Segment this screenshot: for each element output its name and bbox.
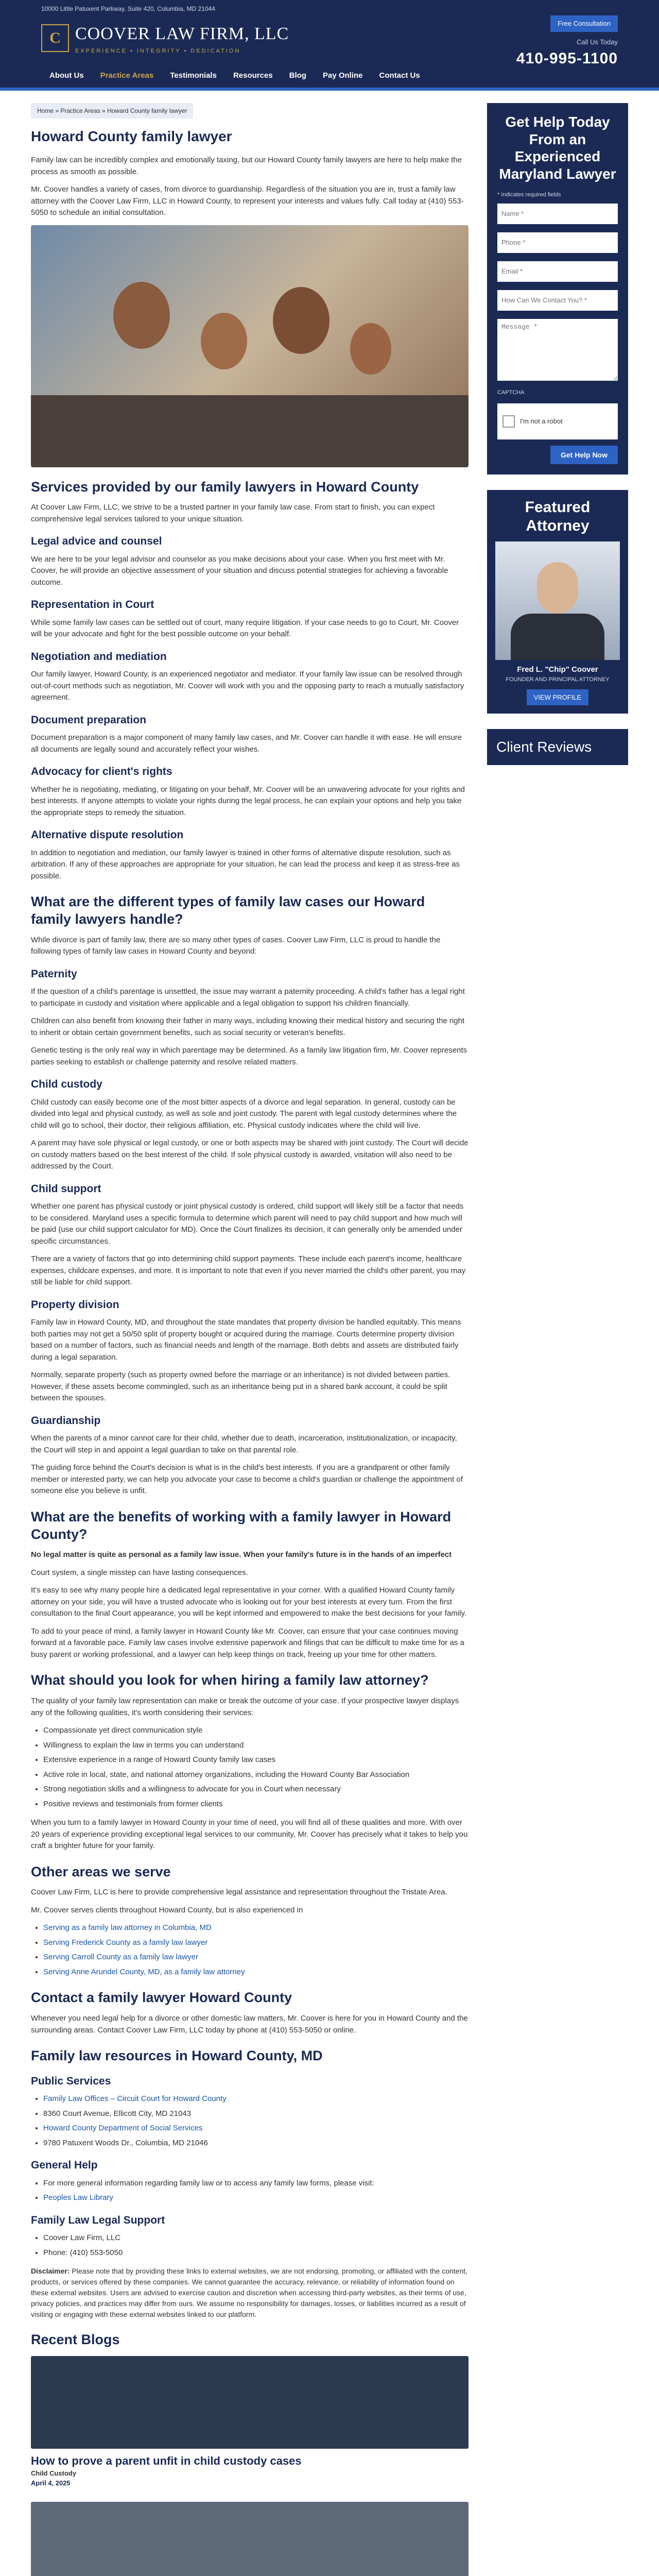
captcha-text: I'm not a robot <box>520 417 563 426</box>
property-division-paragraph: Normally, separate property (such as property owned before the marriage or an inheritance) is not divided between parties. However, if these assets become commingled, such as an inheritance being put in a shared bank account, it could be split between the spouses. <box>31 1370 450 1403</box>
attorney-photo-suit <box>511 614 604 660</box>
benefits-lead-2: Court system, a single misstep can have lasting consequences. <box>31 1568 248 1577</box>
benefits-paragraph: To add to your peace of mind, a family lawyer in Howard County like Mr. Coover, can ensure that your case continues moving forward at a favorable pace. Family law cases involve extensive paperwork and filings that can be difficult to make time for as a busy parent or working professional, and a lawyer can help keep things on track, freeing up your time for other matters. <box>31 1626 464 1659</box>
resources-heading: Family law resources in Howard County, MD <box>31 2048 323 2063</box>
public-services-heading: Public Services <box>31 2075 111 2087</box>
nav-contact-us[interactable]: Contact Us <box>379 71 420 80</box>
areas-heading: Other areas we serve <box>31 1863 171 1879</box>
attorney-heading: Featured Attorney <box>525 498 591 534</box>
section-paragraph: In addition to negotiation and mediation, our family lawyer is trained in other forms of alternative dispute resolution, such as arbitration. If any of these approaches are appropriate for your situation, he can lead the process and keep it as stress-free as possible. <box>31 848 460 880</box>
areas-paragraph: Coover Law Firm, LLC is here to provide comprehensive legal assistance and representation throughout the Tristate Area. <box>31 1888 447 1897</box>
general-help-list <box>43 2178 469 2204</box>
client-reviews-heading[interactable]: Client Reviews <box>487 729 628 765</box>
child-custody-paragraph: Child custody can easily become one of the most bitter aspects of a divorce and legal separation. In general, custody can be divided into legal and physical custody, as well as sole and joint custody. The parent with legal custody determines where the child will go to school, their doctor, their religious affiliation, etc. Physical custody indicates where the child will live. <box>31 1097 457 1130</box>
family-photo <box>31 225 469 467</box>
area-link[interactable] <box>43 1922 469 1934</box>
benefits-paragraph: It's easy to see why many people hire a dedicated legal representative in your corner. With a qualified Howard County family attorney on your side, you will have a trusted advocate who is looking out for your best interests at every turn. From the first consultation to the final Court appearance, you will be kept informed and empowered to make the best decisions for your family. <box>31 1586 467 1618</box>
section-heading: Document preparation <box>31 714 147 726</box>
email-field[interactable] <box>497 261 618 282</box>
photo-person-mother <box>273 287 330 354</box>
guardianship-paragraph: When the parents of a minor cannot care for their child, whether due to death, incarceration, institutionalization, or incapacity, the Court will step in and appoint a legal guardian to take on that parental role. <box>31 1434 457 1454</box>
site-logo[interactable] <box>41 21 289 56</box>
blog-category: Child Custody <box>31 2469 77 2477</box>
child-support-paragraph: There are a variety of factors that go into determining child support payments. These include each parent's income, healthcare expenses, childcare expenses, and more. It is important to note that even if you never married the child's other parent, you may still be liable for child support. <box>31 1255 466 1287</box>
property-division-paragraph: Family law in Howard County, MD, and throughout the state mandates that property division be handled equitably. This means both parties may not get a 50/50 split of property bought or acquired during the marriage. Courts determine property division based on a number of factors, such as financial needs and length of the marriage. Both debts and assets are distributed fairly during a legal separation. <box>31 1318 461 1362</box>
look-for-paragraph: The quality of your family law representation can make or break the outcome of your case. If your prospective lawyer displays any of the following qualities, it's worth considering their services: <box>31 1697 459 1717</box>
look-for-heading: What should you look for when hiring a family law attorney? <box>31 1672 429 1688</box>
attorney-photo-head <box>537 562 578 614</box>
section-paragraph: Whether he is negotiating, mediating, or litigating on your behalf, Mr. Coover will be an unwavering advocate for your rights and best interests. If anyone attempts to violate your rights during the legal process, he can explain your options and help you take the appropriate steps to remedy the situation. <box>31 785 465 817</box>
list-item: • Phone: (410) 553-5050 <box>43 2247 469 2259</box>
list-item: • Coover Law Firm, LLC <box>43 2232 469 2244</box>
blog-title[interactable]: How to prove a parent unfit in child custody cases <box>31 2454 302 2467</box>
resource-link[interactable]: Peoples Law Library <box>43 2193 113 2202</box>
area-link-text[interactable]: Serving Frederick County as a family law lawyer <box>43 1938 208 1947</box>
phone-field[interactable] <box>497 232 618 253</box>
property-division-heading: Property division <box>31 1298 119 1311</box>
attorney-photo[interactable] <box>495 541 620 660</box>
header-phone[interactable]: 410-995-1100 <box>516 50 618 67</box>
child-custody-heading: Child custody <box>31 1078 102 1091</box>
services-heading: Services provided by our family lawyers in Howard County <box>31 479 419 495</box>
photo-person-child <box>201 313 247 369</box>
list-item: • Compassionate yet direct communication style <box>43 1725 469 1737</box>
blog-date: April 4, 2025 <box>31 2479 71 2487</box>
qualities-list <box>43 1725 469 1810</box>
list-item: • Active role in local, state, and national attorney organizations, including the Howard County Bar Association <box>43 1769 469 1781</box>
call-box <box>516 15 618 70</box>
list-item[interactable] <box>43 2123 469 2134</box>
submit-button[interactable]: Get Help Now <box>550 446 618 464</box>
logo-tagline: EXPERIENCE • INTEGRITY • DEDICATION <box>75 48 241 54</box>
types-heading: What are the different types of family law cases our Howard family lawyers handle? <box>31 894 425 927</box>
benefits-heading: What are the benefits of working with a family lawyer in Howard County? <box>31 1509 452 1542</box>
blog-image[interactable] <box>31 2356 469 2449</box>
list-item: • Extensive experience in a range of Howard County family law cases <box>43 1754 469 1766</box>
list-item: • 8360 Court Avenue, Ellicott City, MD 21043 <box>43 2108 469 2120</box>
call-label: Call Us Today <box>577 38 618 46</box>
nav-resources[interactable]: Resources <box>233 71 273 80</box>
photo-person-child-2 <box>350 323 391 375</box>
list-item: • Positive reviews and testimonials from former clients <box>43 1799 469 1810</box>
area-link[interactable] <box>43 1967 469 1978</box>
attorney-name: Fred L. "Chip" Coover <box>517 665 598 674</box>
form-heading: Get Help Today From an Experienced Maryland Lawyer <box>499 114 616 182</box>
contact-method-field[interactable] <box>497 290 618 311</box>
child-support-paragraph: Whether one parent has physical custody or joint physical custody is ordered, child support will likely still be a factor that needs to be considered. Maryland uses a specific formula to determine which parent will need to pay child support and how much will be paid (use our child support calculator for MD). Once the Court finalizes its decision, it can generally only be amended under specific circumstances. <box>31 1202 464 1246</box>
header-address: 10000 Little Patuxent Parkway, Suite 420, Columbia, MD 21044 <box>41 5 215 12</box>
list-item: • 9780 Patuxent Woods Dr., Columbia, MD 21046 <box>43 2138 469 2149</box>
section-heading: Negotiation and mediation <box>31 650 167 663</box>
benefits-lead: No legal matter is quite as personal as a family law issue. When your family's future is in the hands of an imperfect <box>31 1550 452 1560</box>
child-support-heading: Child support <box>31 1182 101 1195</box>
area-link-text[interactable]: Serving as a family law attorney in Columbia, MD <box>43 1923 212 1933</box>
site-header <box>0 0 659 88</box>
featured-attorney <box>487 490 628 714</box>
list-item: • For more general information regarding family law or to access any family law forms, please visit: <box>43 2178 469 2190</box>
guardianship-paragraph: The guiding force behind the Court's decision is what is in the child's best interests. If you are a grandparent or other family member or interested party, we can help you advocate your case to become a child's guardian or challenge the appointment of someone else you believe is unfit. <box>31 1463 463 1496</box>
disclaimer <box>31 2266 469 2320</box>
services-paragraph: At Coover Law Firm, LLC, we strive to be a trusted partner in your family law case. From start to finish, you can expect comprehensive legal services tailored to your unique situation. <box>31 503 435 523</box>
required-note: * Indicates required fields <box>497 192 561 198</box>
blog-image[interactable] <box>31 2502 469 2576</box>
areas-paragraph-2: Mr. Coover serves clients throughout Howard County, but is also experienced in <box>31 1905 303 1914</box>
legal-support-heading: Family Law Legal Support <box>31 2214 165 2226</box>
paternity-paragraph: If the question of a child's parentage is unsettled, the issue may warrant a paternity proceeding. A child's father has a legal right to participate in custody and visitation where applicable and a legal obligation to support his children financially. <box>31 987 465 1008</box>
name-field[interactable] <box>497 204 618 224</box>
area-link[interactable] <box>43 1952 469 1963</box>
paternity-paragraph: Children can also benefit from knowing their father in many ways, including knowing their medical history and securing the right to inherit or obtain certain government benefits, such as social security or veteran's benefits. <box>31 1016 465 1037</box>
area-link[interactable] <box>43 1937 469 1949</box>
legal-support-list <box>43 2232 469 2259</box>
intro-paragraph-1: Family law can be incredibly complex and emotionally taxing, but our Howard County family lawyers are here to help make the process as smooth as possible. <box>31 156 462 176</box>
section-paragraph: We are here to be your legal advisor and counselor as you make decisions about your case. When you first meet with Mr. Coover, he will provide an objective assessment of your situation and discuss potential strategies for achieving a favorable outcome. <box>31 554 448 587</box>
look-for-paragraph-2: When you turn to a family lawyer in Howard County in your time of need, you will find all of these qualities and more. With over 20 years of experience providing exceptional legal services to our community, Mr. Coover has precisely what it takes to help you craft a brighter future for your family. <box>31 1818 468 1850</box>
section-heading: Advocacy for client's rights <box>31 766 172 778</box>
resource-link[interactable]: Howard County Department of Social Services <box>43 2124 203 2133</box>
captcha-widget[interactable] <box>497 403 618 439</box>
list-item[interactable] <box>43 2192 469 2204</box>
logo-name: COOVER LAW FIRM, LLC <box>75 24 289 43</box>
areas-list <box>43 1922 469 1978</box>
captcha-label: CAPTCHA <box>497 389 525 396</box>
free-consultation-button[interactable]: Free Consultation <box>550 15 618 32</box>
main-nav <box>41 64 428 88</box>
section-heading: Alternative dispute resolution <box>31 829 184 841</box>
nav-pay-online[interactable]: Pay Online <box>323 71 363 80</box>
contact-form <box>487 103 628 474</box>
types-paragraph: While divorce is part of family law, there are so many other types of cases. Coover Law Firm, LLC is proud to handle the following types of family law cases in Howard County and beyond: <box>31 935 441 956</box>
nav-about-us[interactable]: About Us <box>49 71 84 80</box>
paternity-heading: Paternity <box>31 968 77 980</box>
disclaimer-label: Disclaimer: <box>31 2267 70 2276</box>
recent-blogs-heading: Recent Blogs <box>31 2332 120 2348</box>
section-paragraph: While some family law cases can be settled out of court, many require litigation. If your case needs to go to Court, Mr. Coover will be your advocate and fight for the best possible outcome on your behalf. <box>31 618 459 639</box>
captcha-checkbox[interactable] <box>502 415 515 428</box>
blog-list <box>31 2356 469 2576</box>
section-heading: Representation in Court <box>31 599 154 611</box>
blog-card[interactable] <box>31 2502 469 2576</box>
contact-paragraph: Whenever you need legal help for a divorce or other domestic law matters, Mr. Coover is here for you in Howard County and the surrounding areas. Contact Coover Law Firm, LLC today by phone at (410) 553-5050 or online. <box>31 2014 468 2035</box>
breadcrumb[interactable]: Home » Practice Areas » Howard County family lawyer <box>31 103 193 118</box>
blog-card[interactable] <box>31 2356 469 2488</box>
main-content <box>31 103 469 2576</box>
section-paragraph: Our family lawyer, Howard County, is an experienced negotiator and mediator. If your family law issue can be resolved through out-of-court methods such as negotiation, Mr. Coover will work with you and the opposing party to reach a mutually satisfactory agreement. <box>31 670 464 702</box>
logo-mark: C <box>41 24 69 52</box>
resource-link[interactable]: Family Law Offices – Circuit Court for Howard County <box>43 2094 227 2104</box>
area-link-text[interactable]: Serving Anne Arundel County, MD, as a family law attorney <box>43 1967 245 1976</box>
view-profile-button[interactable]: VIEW PROFILE <box>527 689 588 706</box>
public-services-list <box>43 2093 469 2149</box>
paternity-paragraph: Genetic testing is the only real way in which parentage may be determined. As a family law litigation firm, Mr. Coover represents parties seeking to establish or challenge paternity and resolve related matters. <box>31 1046 467 1066</box>
sidebar <box>487 103 628 2576</box>
guardianship-heading: Guardianship <box>31 1414 101 1427</box>
list-item: • Willingness to explain the law in terms you can understand <box>43 1740 469 1752</box>
section-paragraph: Document preparation is a major component of many family law cases, and Mr. Coover can handle it with ease. He will ensure all documents are legally sound and accurately reflect your wishes. <box>31 733 462 754</box>
nav-blog[interactable]: Blog <box>289 71 306 80</box>
message-field[interactable] <box>497 319 618 381</box>
disclaimer-text: Please note that by providing these links to external websites, we are not endorsing, promoting, or affiliated with the content, products, or services offered by these companies. We cannot guarantee the accuracy, relevance, or reliability of information found on these external websites. Users are advised to exercise caution and discretion when accessing third-party websites, as their terms of use, privacy policies, and practices may differ from ours. We assume no responsibility for damages, losses, or liabilities incurred as a result of visiting or engaging with these external websites linked to our platform. <box>31 2267 468 2319</box>
section-heading: Legal advice and counsel <box>31 535 162 548</box>
photo-person-father <box>113 282 170 349</box>
list-item: • Strong negotiation skills and a willingness to advocate for you in Court when necessary <box>43 1784 469 1795</box>
nav-practice-areas[interactable]: Practice Areas <box>100 71 154 80</box>
nav-testimonials[interactable]: Testimonials <box>170 71 217 80</box>
intro-paragraph-2: Mr. Coover handles a variety of cases, from divorce to guardianship. Regardless of the situation you are in, trust a family law attorney with the Coover Law Firm, LLC in Howard County, to represent your interests and values fully. Call today at (410) 553-5050 to schedule an initial consultation. <box>31 185 464 217</box>
photo-sofa <box>31 395 469 467</box>
child-custody-paragraph: A parent may have sole physical or legal custody, or one or both aspects may be shared with joint custody. The Court will decide on custody matters based on the best interest of the child. If sole physical custody is awarded, visitation will also need to be addressed by the Court. <box>31 1139 469 1171</box>
general-help-heading: General Help <box>31 2159 98 2172</box>
list-item[interactable] <box>43 2093 469 2105</box>
page-title: Howard County family lawyer <box>31 128 232 144</box>
contact-heading: Contact a family lawyer Howard County <box>31 1990 292 2006</box>
attorney-role: FOUNDER AND PRINCIPAL ATTORNEY <box>506 676 610 683</box>
area-link-text[interactable]: Serving Carroll County as a family law lawyer <box>43 1953 198 1962</box>
